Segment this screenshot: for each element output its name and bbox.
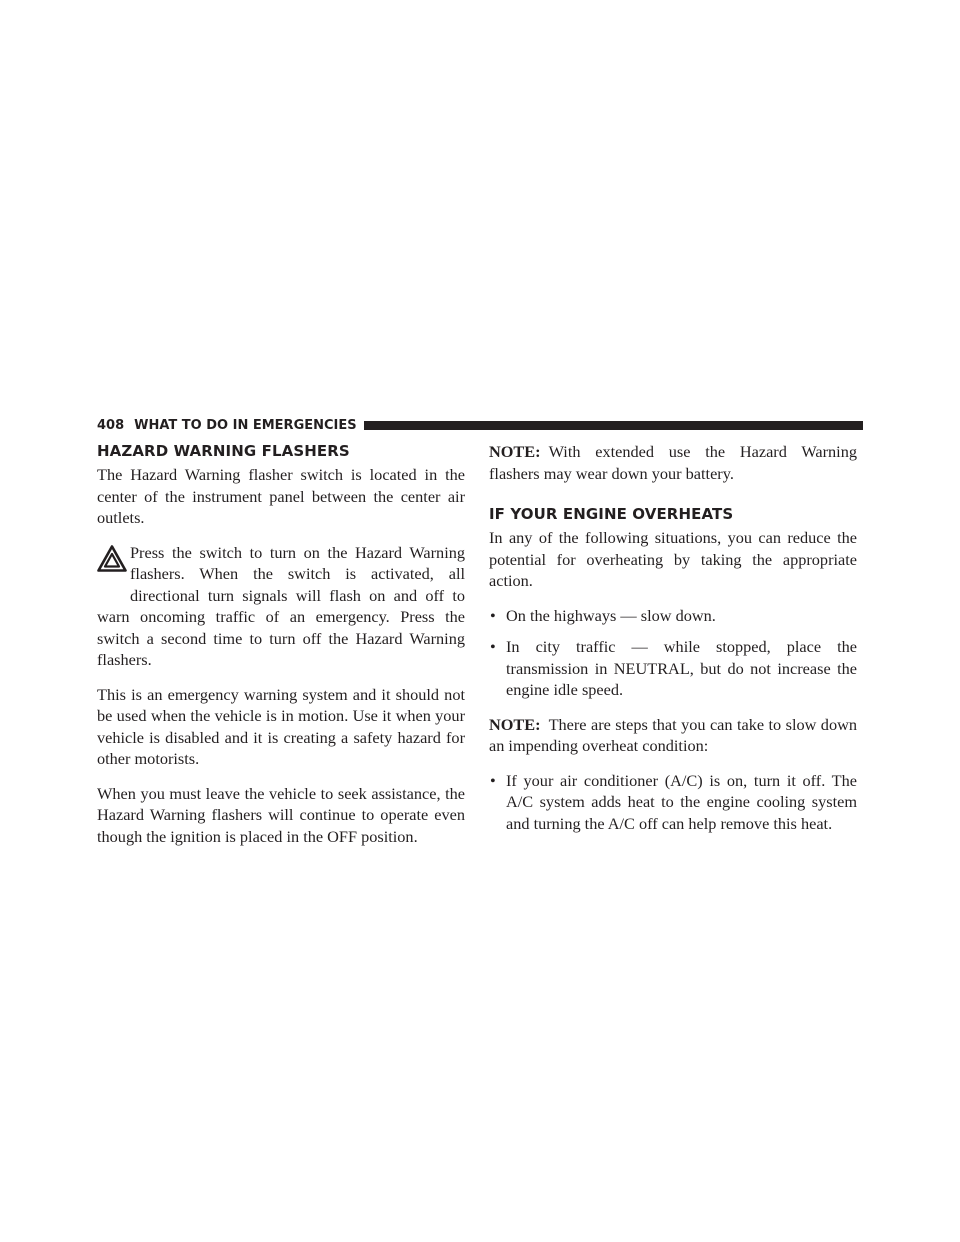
list-item: • On the highways — slow down. bbox=[490, 605, 716, 625]
hazard-location-paragraph: The Hazard Warning flasher switch is located in the center of the instrument panel between the center air outlets. bbox=[97, 465, 465, 527]
header-rule bbox=[364, 421, 863, 430]
right-column bbox=[489, 441, 857, 847]
battery-note bbox=[489, 441, 857, 484]
hazard-instructions-paragraph: Press the switch to turn on the Hazard Warning flashers. When the switch is activated, all directional turn signals will flash on and off to warn oncoming traffic of an emergency. Press the switch a second time to turn off the Hazard Warning flashers. bbox=[97, 542, 465, 669]
left-column bbox=[97, 441, 465, 860]
hazard-triangle-icon bbox=[97, 545, 127, 572]
overheat-situations-list bbox=[489, 605, 857, 701]
section-title: WHAT TO DO IN EMERGENCIES bbox=[134, 417, 357, 433]
note-text: With extended use the Hazard Warning flashers may wear down your battery. bbox=[489, 442, 857, 483]
bullet: • bbox=[490, 637, 496, 656]
page-header bbox=[97, 415, 863, 435]
list-item: • In city traffic — while stopped, place the transmission in NEUTRAL, but do not increase the engine idle speed. bbox=[490, 637, 857, 699]
overheat-steps-note bbox=[489, 714, 857, 757]
note-text: There are steps that you can take to slow down an impending overheat condition: bbox=[489, 714, 857, 755]
emergency-system-paragraph: This is an emergency warning system and it should not be used when the vehicle is in motion. Use it when your vehicle is disabled and it is creating a safety hazard for other motorists. bbox=[97, 684, 465, 768]
hazard-instructions-block bbox=[97, 542, 465, 671]
bullet: • bbox=[490, 605, 496, 625]
overheat-intro-paragraph: In any of the following situations, you can reduce the potential for overheating by taking the appropriate action. bbox=[489, 528, 857, 590]
page-number: 408 bbox=[97, 417, 125, 433]
list-item: • If your air conditioner (A/C) is on, turn it off. The A/C system adds heat to the engine cooling system and turning the A/C off can help remove this heat. bbox=[490, 770, 857, 833]
heading-engine-overheats: IF YOUR ENGINE OVERHEATS bbox=[489, 505, 734, 523]
bullet: • bbox=[490, 770, 496, 790]
heading-hazard-warning-flashers: HAZARD WARNING FLASHERS bbox=[97, 442, 350, 460]
note-label: NOTE: bbox=[489, 714, 541, 734]
overheat-steps-list bbox=[489, 770, 857, 835]
note-label: NOTE: bbox=[489, 442, 541, 461]
leave-vehicle-paragraph: When you must leave the vehicle to seek assistance, the Hazard Warning flashers will continue to operate even though the ignition is placed in the OFF position. bbox=[97, 783, 465, 846]
